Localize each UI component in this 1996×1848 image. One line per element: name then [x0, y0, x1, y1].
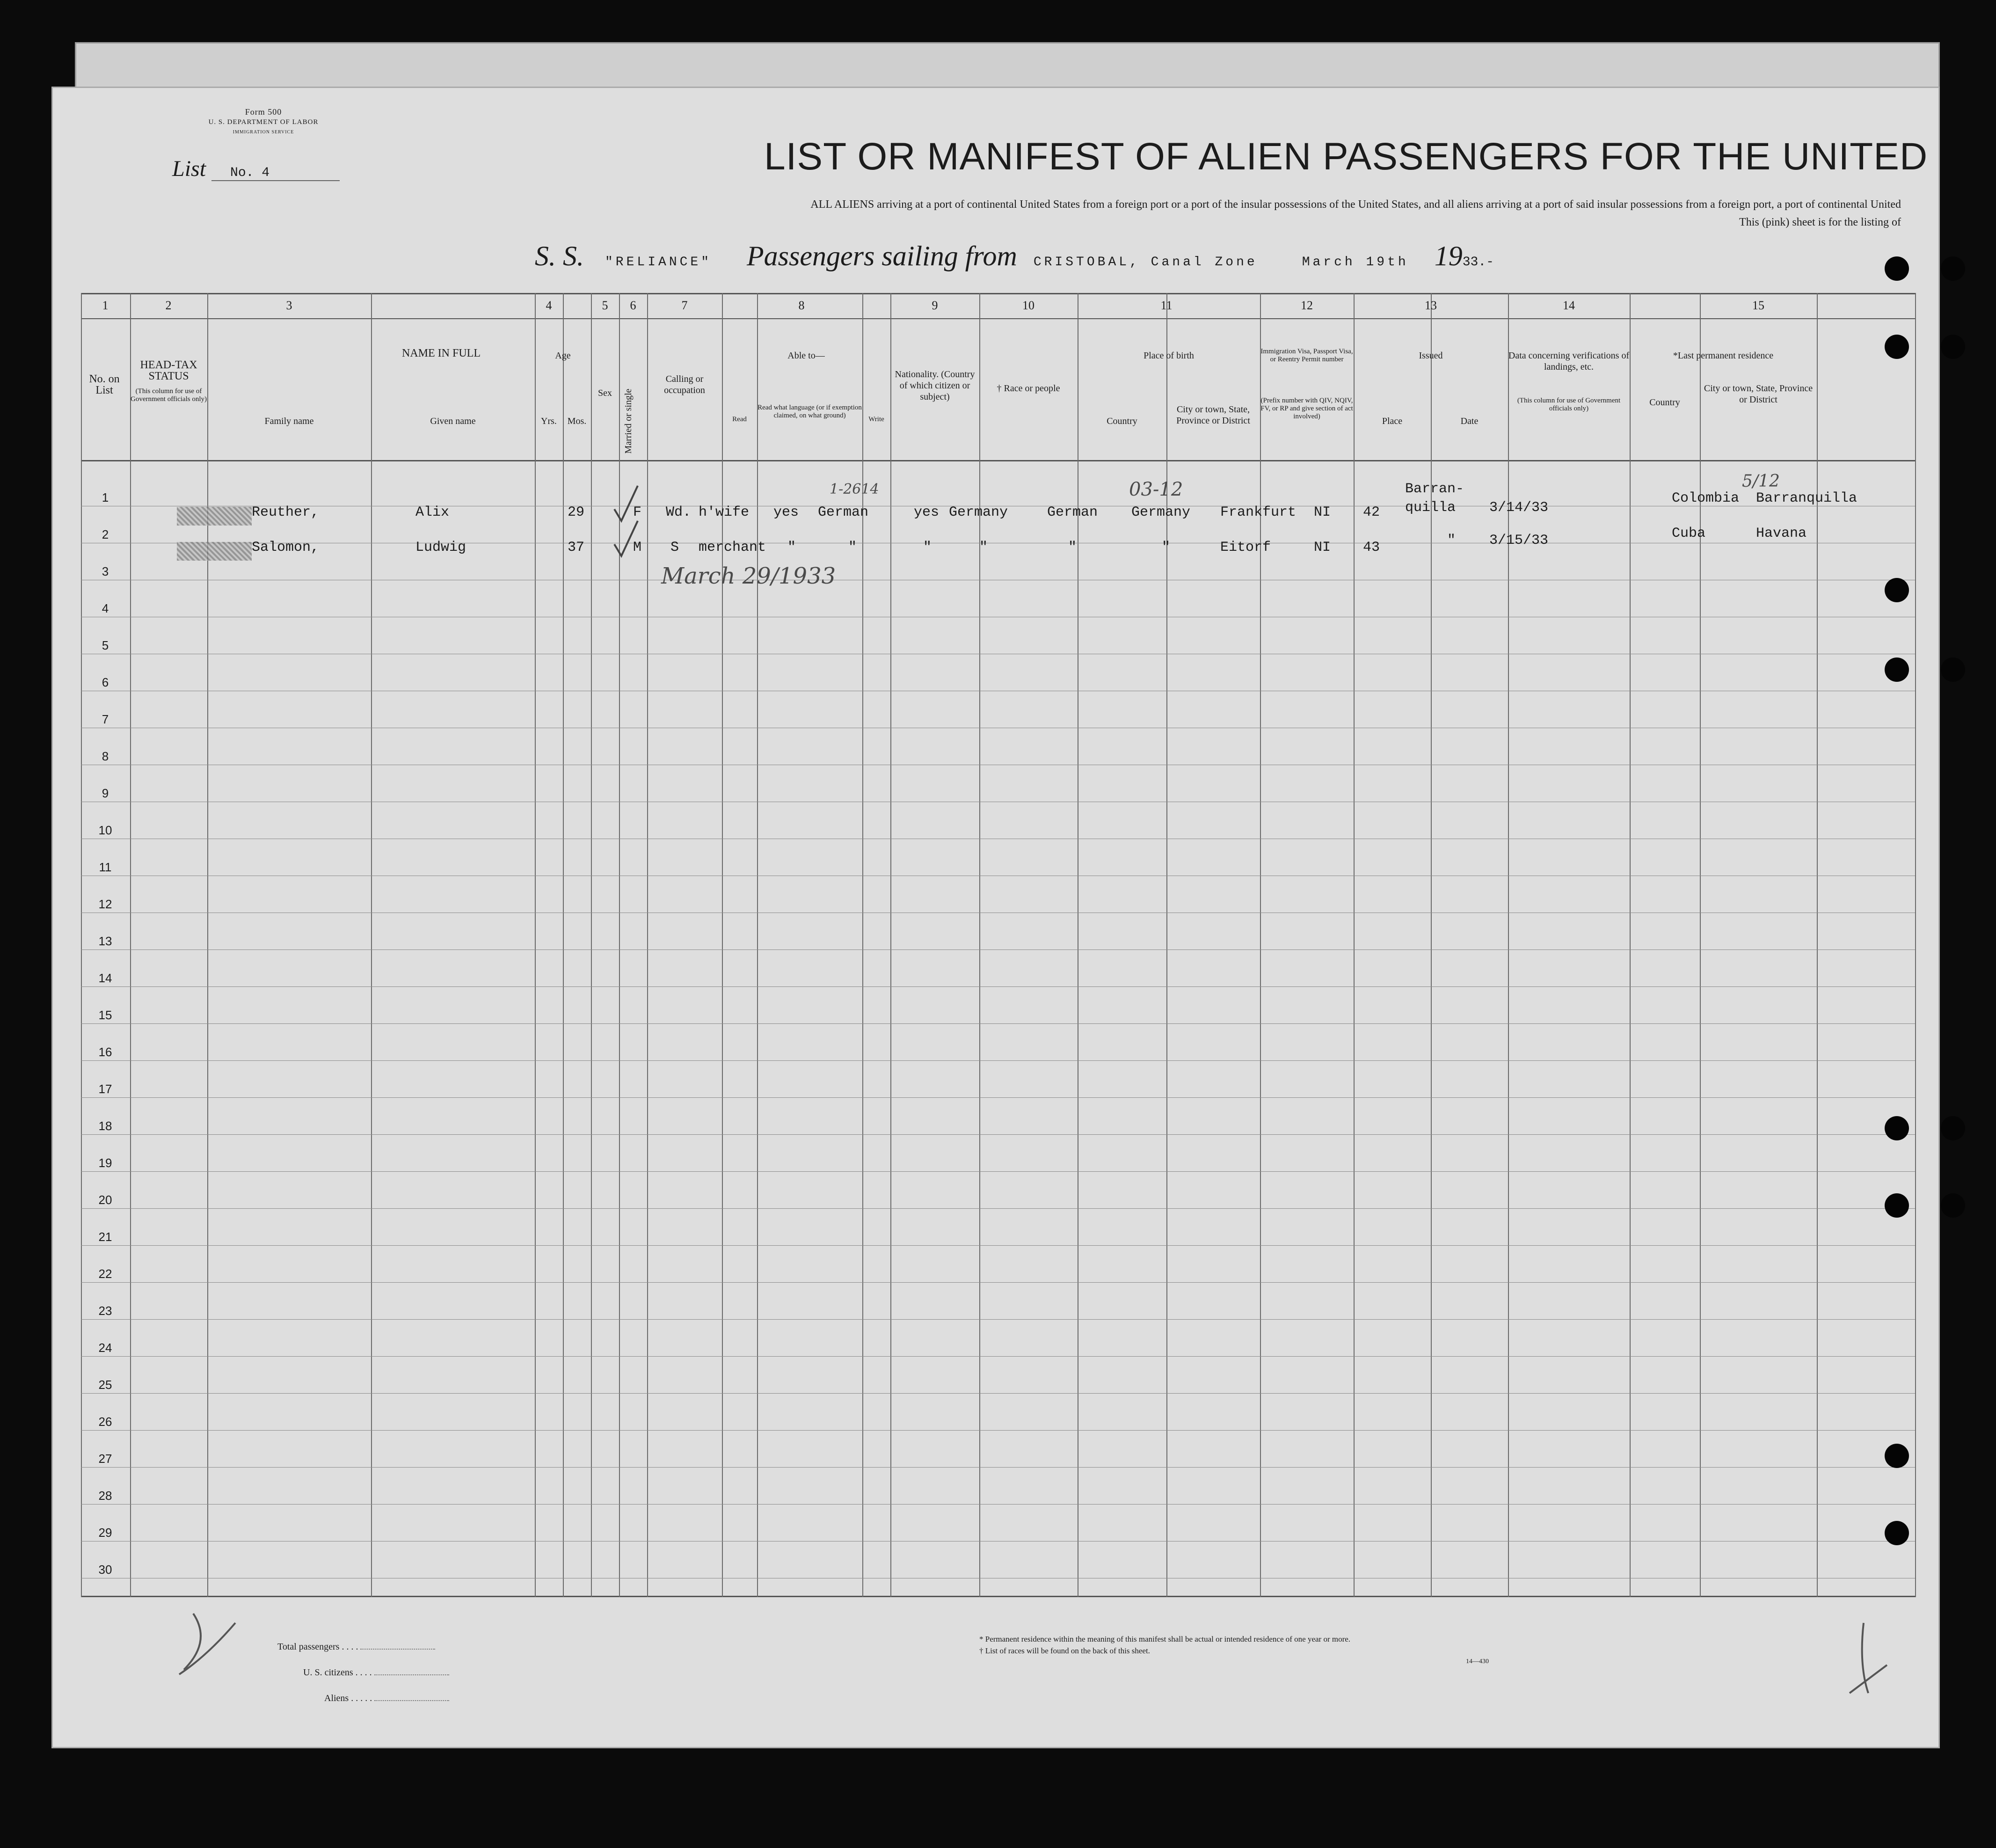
- header-birth-city: City or town, State, Province or District: [1176, 404, 1250, 426]
- row-number: 25: [98, 1378, 112, 1392]
- form-code: 14—430: [1466, 1658, 1489, 1665]
- column-number: 2: [165, 299, 172, 312]
- manifest-title: LIST OR MANIFEST OF ALIEN PASSENGERS FOR THE UNITED: [764, 135, 1928, 178]
- row-number: 13: [98, 934, 112, 948]
- sex: M: [633, 540, 642, 555]
- list-label: List: [172, 156, 206, 181]
- header-sex: Sex: [598, 388, 612, 398]
- issued-place-line-1: ": [1447, 533, 1456, 548]
- row-number: 15: [98, 1008, 112, 1022]
- departure-date: March 19th: [1302, 255, 1409, 270]
- header-landings-note: (This column for use of Government officials only): [1517, 397, 1621, 412]
- read-language: ": [848, 540, 857, 555]
- birth-city: Frankfurt: [1220, 504, 1297, 520]
- nationality: Germany: [949, 504, 1008, 520]
- header-family-name: Family name: [264, 416, 314, 426]
- read-language: German: [818, 504, 869, 520]
- footnote-residence: * Permanent residence within the meaning of this manifest shall be actual or intended residence of one year or more.: [979, 1635, 1351, 1643]
- can-read: ": [787, 540, 796, 555]
- header-mos: Mos.: [567, 416, 587, 426]
- header-able-to: Able to—: [787, 351, 825, 361]
- footnote-races: † List of races will be found on the back of this sheet.: [979, 1646, 1150, 1655]
- visa-number: 43: [1363, 540, 1380, 555]
- row-number: 1: [102, 490, 109, 504]
- total-passengers: Total passengers . . . .: [277, 1642, 435, 1652]
- handwritten-code-1: 1-2614: [830, 481, 879, 497]
- binder-hole: [1941, 256, 1965, 281]
- column-number: 1: [102, 299, 109, 312]
- row-number: 16: [98, 1045, 112, 1059]
- binder-hole: [1885, 1193, 1909, 1218]
- row-number: 27: [98, 1452, 112, 1466]
- aliens: Aliens . . . . .: [324, 1693, 449, 1704]
- column-number: 10: [1022, 299, 1034, 312]
- race: ": [1068, 540, 1077, 555]
- row-number: 9: [102, 786, 109, 800]
- column-number: 11: [1160, 299, 1173, 312]
- header-residence-city: City or town, State, Province or District: [1704, 383, 1813, 405]
- row-number: 29: [98, 1526, 112, 1540]
- header-no-on-list: No. on List: [89, 373, 120, 396]
- row-number: 5: [102, 638, 109, 652]
- marital-status: S: [670, 540, 679, 555]
- header-visa: Immigration Visa, Passport Visa, or Reentry Permit number: [1260, 348, 1353, 363]
- given-name: Alix: [415, 504, 450, 520]
- can-read: yes: [773, 504, 799, 520]
- family-name: Salomon,: [252, 540, 320, 555]
- binder-hole: [1885, 1444, 1909, 1468]
- column-number: 3: [286, 299, 292, 312]
- header-head-tax-note: (This column for use of Government officials only): [130, 387, 207, 403]
- row-number: 21: [98, 1230, 112, 1244]
- visa-number: 42: [1363, 504, 1380, 520]
- header-visa-note: (Prefix number with QIV, NQIV, FV, or RP and give section of act involved): [1260, 397, 1353, 420]
- row-number: 2: [102, 527, 109, 541]
- row-number: 6: [102, 675, 109, 689]
- marital-status: Wd.: [666, 504, 692, 520]
- header-given-name: Given name: [430, 416, 476, 426]
- binder-hole: [1941, 335, 1965, 359]
- column-number: 14: [1563, 299, 1575, 312]
- age-years: 37: [568, 540, 585, 555]
- binder-hole: [1885, 657, 1909, 682]
- column-number: 7: [681, 299, 688, 312]
- sailing-label: Passengers sailing from: [747, 241, 1017, 271]
- sex: F: [633, 504, 642, 520]
- manifest-sheet: [51, 87, 1940, 1748]
- row-number: 3: [102, 564, 109, 578]
- row-number: 18: [98, 1119, 112, 1133]
- binder-hole: [1885, 578, 1909, 602]
- binder-hole: [1885, 1521, 1909, 1545]
- age-years: 29: [568, 504, 585, 520]
- binder-hole: [1885, 1116, 1909, 1140]
- header-place-of-birth: Place of birth: [1144, 351, 1194, 361]
- column-number: 12: [1301, 299, 1313, 312]
- row-number: 7: [102, 712, 109, 726]
- column-number: 4: [546, 299, 552, 312]
- header-head-tax: HEAD-TAX STATUS: [140, 359, 197, 382]
- binder-hole: [1885, 256, 1909, 281]
- nationality: ": [979, 540, 988, 555]
- can-write: yes: [914, 504, 940, 520]
- subtitle-line-2: This (pink) sheet is for the listing of: [1739, 216, 1901, 228]
- service: IMMIGRATION SERVICE: [233, 130, 294, 135]
- row-number: 28: [98, 1489, 112, 1503]
- header-write: Write: [868, 416, 884, 423]
- family-name: Reuther,: [252, 504, 320, 520]
- can-write: ": [923, 540, 932, 555]
- header-birth-country: Country: [1107, 416, 1137, 426]
- column-number: 9: [932, 299, 938, 312]
- year-suffix: 33.-: [1462, 255, 1494, 270]
- form-number: Form 500: [245, 107, 282, 117]
- binder-hole: [1941, 1193, 1965, 1218]
- issued-place-line-2: quilla: [1405, 500, 1456, 516]
- header-nationality: Nationality. (Country of which citizen or subject): [895, 369, 975, 402]
- row-number: 20: [98, 1193, 112, 1207]
- row-number: 24: [98, 1341, 112, 1355]
- issued-place-line-1: Barran-: [1405, 481, 1464, 497]
- header-issued: Issued: [1419, 351, 1443, 361]
- row-number: 10: [98, 823, 112, 837]
- issued-date: 3/15/33: [1489, 533, 1549, 548]
- header-residence-country: Country: [1649, 397, 1680, 408]
- aliens-label: Aliens: [324, 1693, 349, 1703]
- header-issued-place: Place: [1382, 416, 1403, 426]
- residence-city: Havana: [1756, 526, 1807, 541]
- binder-hole: [1885, 335, 1909, 359]
- handwritten-annotation: March 29/1933: [661, 563, 836, 589]
- row-number: 11: [99, 860, 112, 874]
- column-number: 6: [630, 299, 636, 312]
- handwritten-marks: [53, 88, 1938, 1747]
- departure-port: CRISTOBAL, Canal Zone: [1033, 255, 1258, 270]
- column-number: 13: [1425, 299, 1437, 312]
- row-number: 23: [98, 1304, 112, 1318]
- row-number: 19: [98, 1156, 112, 1170]
- header-name-in-full: NAME IN FULL: [402, 347, 481, 359]
- header-yrs: Yrs.: [541, 416, 557, 426]
- row-number: 12: [98, 897, 112, 911]
- header-married: Married or single: [623, 388, 634, 454]
- occupation: merchant: [699, 540, 766, 555]
- us-citizens-label: U. S. citizens: [303, 1667, 353, 1678]
- race: German: [1047, 504, 1098, 520]
- year-prefix: 19: [1434, 241, 1463, 271]
- binder-hole: [1941, 657, 1965, 682]
- us-citizens: U. S. citizens . . . .: [303, 1667, 449, 1678]
- header-calling: Calling or occupation: [664, 374, 705, 395]
- given-name: Ludwig: [415, 540, 466, 555]
- residence-city: Barranquilla: [1756, 490, 1858, 506]
- row-number: 17: [98, 1082, 112, 1096]
- department: U. S. DEPARTMENT OF LABOR: [208, 118, 319, 126]
- row-number: 22: [98, 1267, 112, 1281]
- visa-type: NI: [1314, 504, 1331, 520]
- binder-hole: [1941, 1116, 1965, 1140]
- issued-date: 3/14/33: [1489, 500, 1549, 516]
- list-value: No. 4: [211, 166, 340, 181]
- total-passengers-label: Total passengers: [277, 1642, 340, 1652]
- row-number: 4: [102, 601, 109, 615]
- row-number: 14: [98, 971, 112, 985]
- header-last-residence: *Last permanent residence: [1673, 351, 1774, 361]
- row-number: 26: [98, 1415, 112, 1429]
- row-number: 8: [102, 749, 109, 763]
- header-landings: Data concerning verifications of landings, etc.: [1508, 351, 1630, 372]
- header-issued-date: Date: [1460, 416, 1479, 426]
- handwritten-code-3: 5/12: [1742, 472, 1780, 491]
- birth-city: Eitorf: [1220, 540, 1271, 555]
- birth-country: Germany: [1131, 504, 1191, 520]
- header-age: Age: [555, 351, 571, 361]
- column-number: 5: [602, 299, 608, 312]
- occupation: h'wife: [699, 504, 750, 520]
- column-number: 8: [798, 299, 805, 312]
- birth-country: ": [1162, 540, 1171, 555]
- header-race: † Race or people: [997, 383, 1060, 394]
- handwritten-code-2: 03-12: [1129, 479, 1183, 500]
- residence-country: Cuba: [1672, 526, 1706, 541]
- row-number: 30: [98, 1563, 112, 1577]
- header-read: Read: [732, 416, 747, 423]
- residence-country: Colombia: [1672, 490, 1740, 506]
- ship-name: "RELIANCE": [605, 255, 712, 270]
- ship-prefix: S. S.: [535, 241, 584, 271]
- subtitle-line-1: ALL ALIENS arriving at a port of continental United States from a foreign port or a port of the insular possessions of the United States, and all aliens arriving at a port of said insular possessions from a foreign port, a port of continental United: [810, 198, 1901, 211]
- column-number: 15: [1752, 299, 1764, 312]
- header-read-language: Read what language (or if exemption claimed, on what ground): [758, 404, 862, 419]
- visa-type: NI: [1314, 540, 1331, 555]
